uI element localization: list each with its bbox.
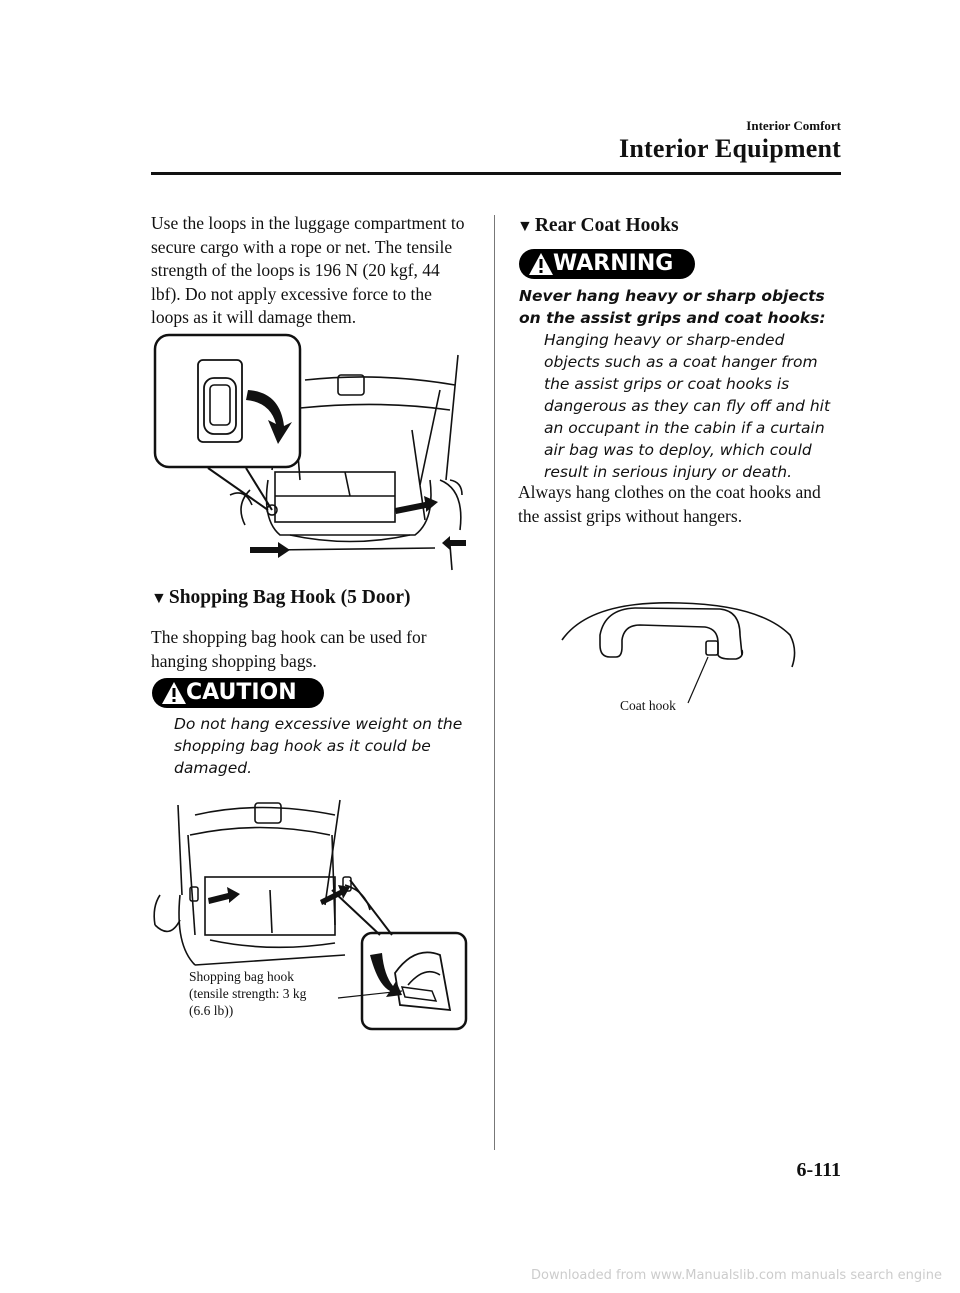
warning-badge: [519, 249, 695, 279]
shopping-bag-paragraph: The shopping bag hook can be used for hanging shopping bags.: [151, 627, 427, 671]
header-divider: [151, 172, 841, 175]
page-title: Interior Equipment: [619, 134, 841, 163]
intro-paragraph: Use the loops in the luggage compartment to secure cargo with a rope or net. The tensile strength of the loops is 196 N (20 kgf, 44 lbf). Do not apply excessive force to the loops as it will damage them.: [151, 213, 465, 327]
warning-label: WARNING: [553, 251, 674, 276]
hook-label-line2: (tensile strength: 3 kg: [189, 986, 307, 1001]
coat-hook-label: Coat hook: [620, 698, 676, 713]
caution-badge: [152, 678, 324, 708]
warning-triangle-icon: [528, 252, 554, 276]
warning-body: Hanging heavy or sharp-ended objects such as a coat hanger from the assist grips or coat hooks is dangerous as they can fly off and hit an occupant in the cabin if a curtain air bag was to deploy, which could result in serious injury or death.: [544, 331, 831, 481]
hook-label-line3: (6.6 lb)): [189, 1003, 234, 1018]
hook-label-line1: Shopping bag hook: [189, 969, 295, 984]
triangle-bullet-icon: ▼: [151, 590, 167, 607]
warning-title: Never hang heavy or sharp objects on the assist grips and coat hooks:: [519, 287, 826, 327]
coat-hook-illustration: [560, 595, 805, 695]
shopping-bag-heading: [151, 587, 410, 609]
luggage-loop-illustration: [150, 330, 470, 570]
caution-text: Do not hang excessive weight on the shopping bag hook as it could be damaged.: [174, 715, 463, 777]
column-divider: [494, 215, 495, 1150]
coat-hooks-heading-text: Rear Coat Hooks: [534, 215, 679, 236]
footer-watermark[interactable]: Downloaded from www.Manualslib.com manuals search engine: [531, 1268, 942, 1283]
coat-hooks-heading: [517, 215, 679, 237]
caution-label: CAUTION: [186, 680, 297, 705]
triangle-bullet-icon: ▼: [517, 218, 533, 235]
coat-hooks-paragraph: Always hang clothes on the coat hooks and the assist grips without hangers.: [518, 482, 821, 526]
warning-triangle-icon: [161, 681, 187, 705]
page-number: 6-111: [796, 1159, 841, 1181]
section-label: Interior Comfort: [746, 118, 841, 133]
shopping-bag-heading-text: Shopping Bag Hook (5 Door): [168, 587, 411, 608]
